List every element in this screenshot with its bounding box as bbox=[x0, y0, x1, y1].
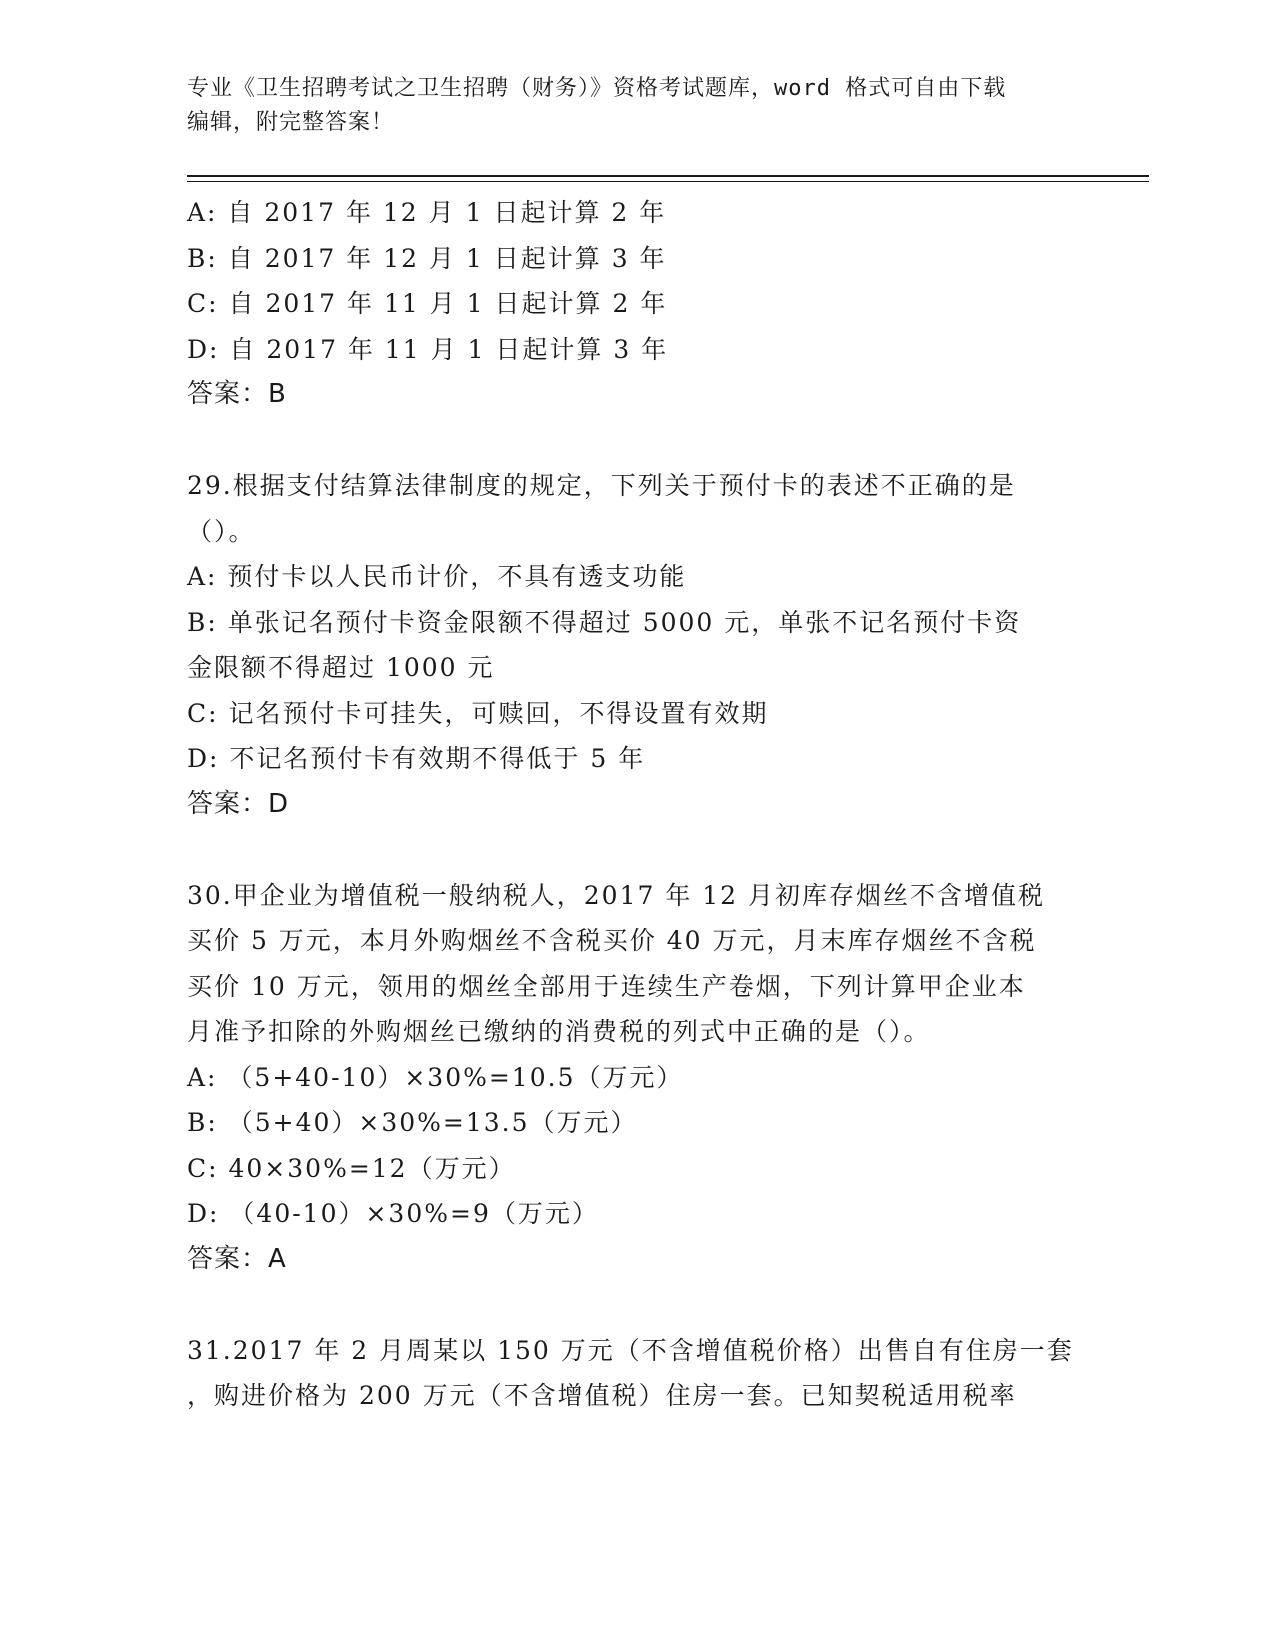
document-header bbox=[187, 72, 1087, 140]
option-a: A: 自 2017 年 12 月 1 日起计算 2 年 bbox=[187, 198, 667, 227]
option-c: C: 记名预付卡可挂失，可赎回，不得设置有效期 bbox=[187, 698, 769, 728]
option-c: C: 40×30%=12（万元） bbox=[187, 1153, 516, 1183]
question-stem-line: 29.根据支付结算法律制度的规定，下列关于预付卡的表述不正确的是 bbox=[187, 471, 1016, 500]
question-stem-line: 31.2017 年 2 月周某以 150 万元（不含增值税价格）出售自有住房一套 bbox=[187, 1335, 1074, 1365]
header-divider-thick bbox=[187, 175, 1149, 177]
question-31 bbox=[187, 1328, 1087, 1419]
header-divider-thin bbox=[187, 181, 1149, 182]
option-b: B: 自 2017 年 12 月 1 日起计算 3 年 bbox=[187, 243, 667, 273]
option-c: C: 自 2017 年 11 月 1 日起计算 2 年 bbox=[187, 289, 668, 318]
option-b: B: （5+40）×30%=13.5（万元） bbox=[187, 1108, 638, 1137]
option-a: A: （5+40-10）×30%=10.5（万元） bbox=[187, 1062, 684, 1092]
option-b: B: 单张记名预付卡资金限额不得超过 5000 元，单张不记名预付卡资 bbox=[187, 607, 1022, 637]
question-stem-line: 30.甲企业为增值税一般纳税人，2017 年 12 月初库存烟丝不含增值税 bbox=[187, 880, 1046, 910]
option-b-continued: 金限额不得超过 1000 元 bbox=[187, 653, 495, 682]
header-line-2: 编辑，附完整答案！ bbox=[187, 110, 395, 135]
question-stem-line: 月准予扣除的外购烟丝已缴纳的消费税的列式中正确的是（）。 bbox=[187, 1017, 931, 1046]
question-stem-line: 买价 10 万元，领用的烟丝全部用于连续生产卷烟，下列计算甲企业本 bbox=[187, 971, 1026, 1001]
question-29 bbox=[187, 463, 1087, 827]
option-d: D: 不记名预付卡有效期不得低于 5 年 bbox=[187, 744, 646, 773]
question-30 bbox=[187, 873, 1087, 1283]
question-list bbox=[187, 190, 1087, 1419]
question-stem-line: （）。 bbox=[187, 516, 256, 546]
answer-line: 答案：D bbox=[187, 788, 290, 819]
answer-line: 答案：B bbox=[187, 379, 287, 409]
question-28 bbox=[187, 190, 1087, 418]
option-a: A: 预付卡以人民币计价，不具有透支功能 bbox=[187, 562, 687, 591]
question-stem-line: ，购进价格为 200 万元（不含增值税）住房一套。已知契税适用税率 bbox=[187, 1381, 1017, 1410]
question-spacer bbox=[187, 1282, 1087, 1328]
option-d: D: 自 2017 年 11 月 1 日起计算 3 年 bbox=[187, 334, 669, 364]
answer-line: 答案：A bbox=[187, 1243, 287, 1274]
header-line-1: 专业《卫生招聘考试之卫生招聘（财务）》资格考试题库，word 格式可自由下载 bbox=[187, 76, 1007, 101]
question-spacer bbox=[187, 827, 1087, 873]
option-d: D: （40-10）×30%=9（万元） bbox=[187, 1199, 599, 1228]
question-stem-line: 买价 5 万元，本月外购烟丝不含税买价 40 万元，月末库存烟丝不含税 bbox=[187, 926, 1037, 955]
question-spacer bbox=[187, 418, 1087, 464]
